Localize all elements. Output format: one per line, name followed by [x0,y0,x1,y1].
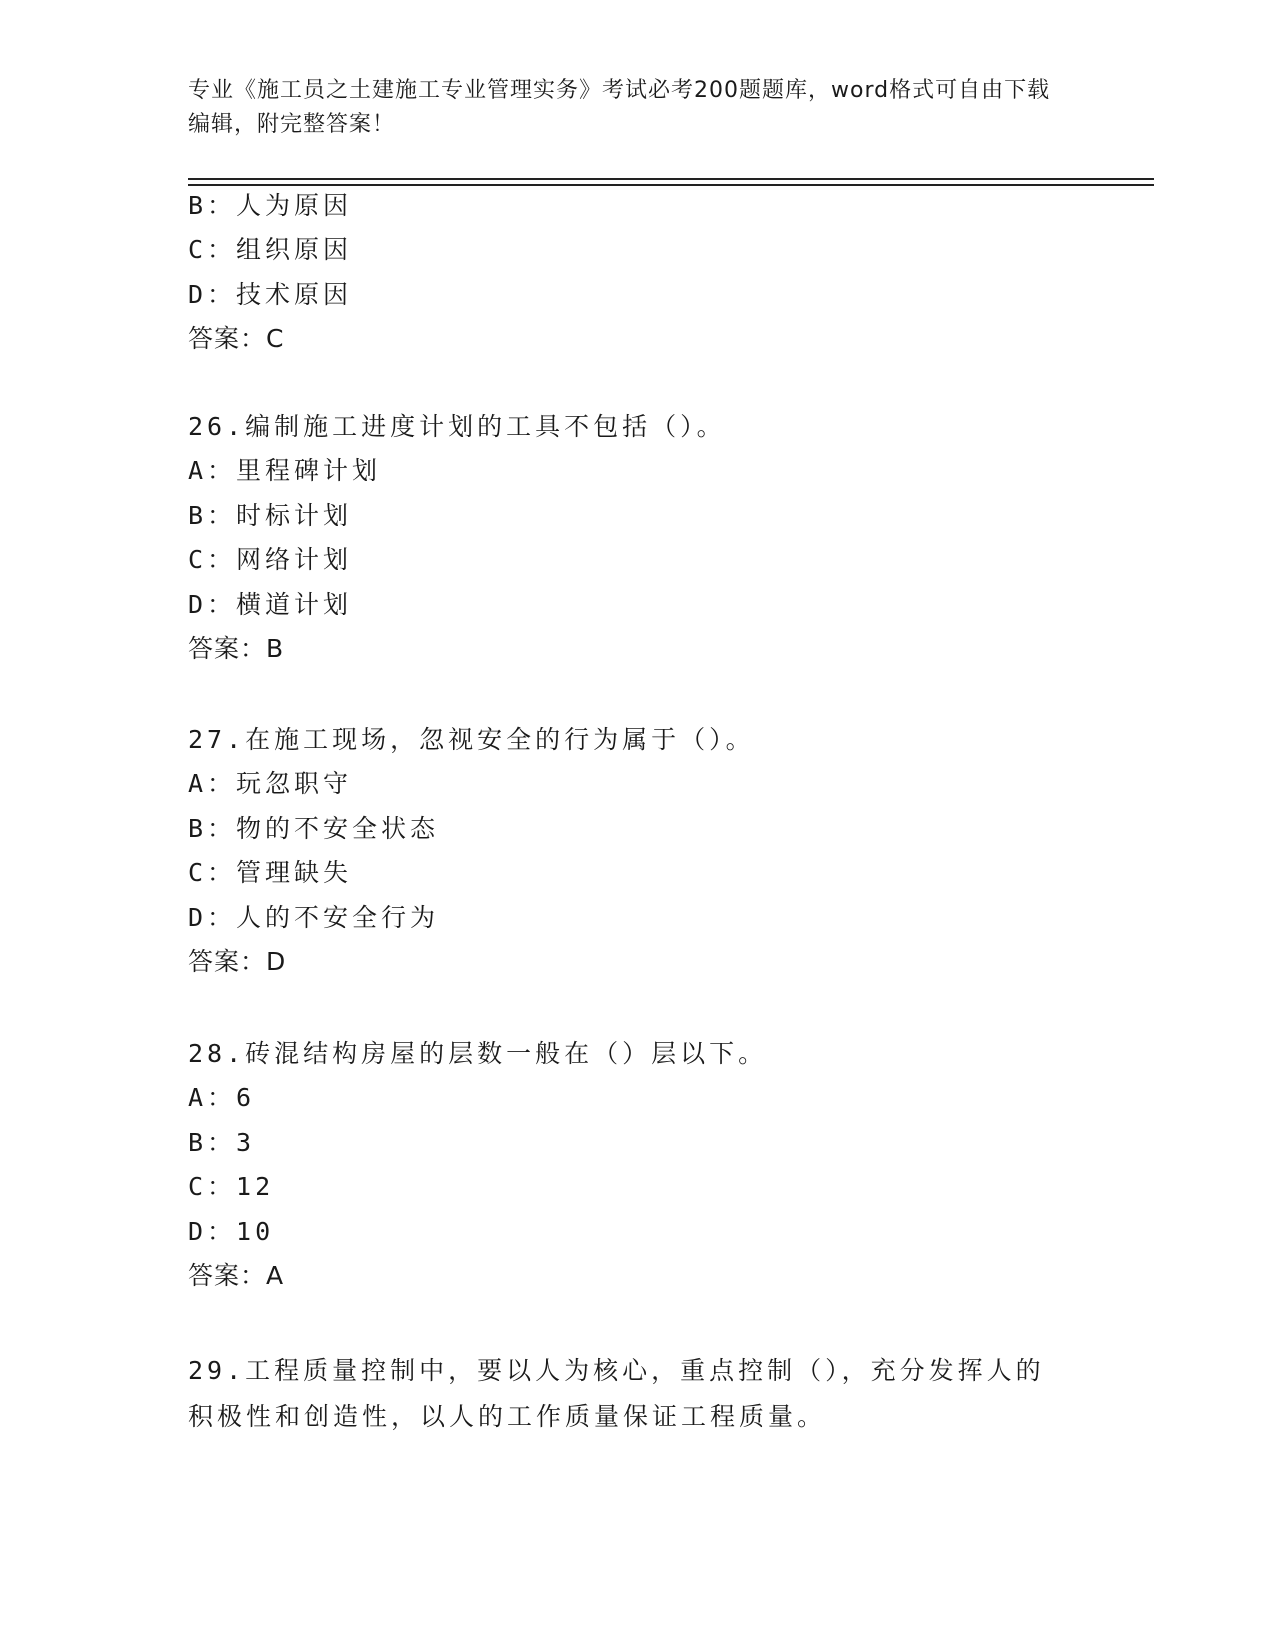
q26-option-b: B：时标计划 [188,501,353,530]
header-rule-top [188,178,1154,180]
q28-option-b: B：3 [188,1128,256,1157]
q29-question: 29.工程质量控制中，要以人为核心，重点控制（），充分发挥人的积极性和创造性，以人的工作质量保证工程质量。 [188,1356,1045,1431]
q26-option-d: D：横道计划 [188,590,353,619]
q26-option-a: A：里程碑计划 [188,456,382,485]
q27-option-c: C：管理缺失 [188,858,353,887]
q28-option-a: A：6 [188,1083,256,1112]
q27-option-a: A：玩忽职守 [188,769,353,798]
q25-option-b: B：人为原因 [188,191,353,220]
q27-option-b: B：物的不安全状态 [188,814,440,843]
q27-question: 27.在施工现场，忽视安全的行为属于（）。 [188,725,755,754]
q26-answer: 答案：B [188,634,285,663]
header-rule-bottom [188,184,1154,186]
q26-option-c: C：网络计划 [188,545,353,574]
q27-answer: 答案：D [188,947,287,976]
q25-option-d: D：技术原因 [188,280,353,309]
document-header: 专业《施工员之土建施工专业管理实务》考试必考200题题库，word格式可自由下载编辑，附完整答案！ [188,78,1051,137]
q27-option-d: D：人的不安全行为 [188,903,440,932]
q28-answer: 答案：A [188,1261,285,1290]
q28-option-c: C：12 [188,1172,275,1201]
q28-option-d: D：10 [188,1217,275,1246]
q25-answer: 答案：C [188,324,285,353]
q28-question: 28.砖混结构房屋的层数一般在（）层以下。 [188,1039,768,1068]
q26-question: 26.编制施工进度计划的工具不包括（）。 [188,412,726,441]
q25-option-c: C：组织原因 [188,235,353,264]
